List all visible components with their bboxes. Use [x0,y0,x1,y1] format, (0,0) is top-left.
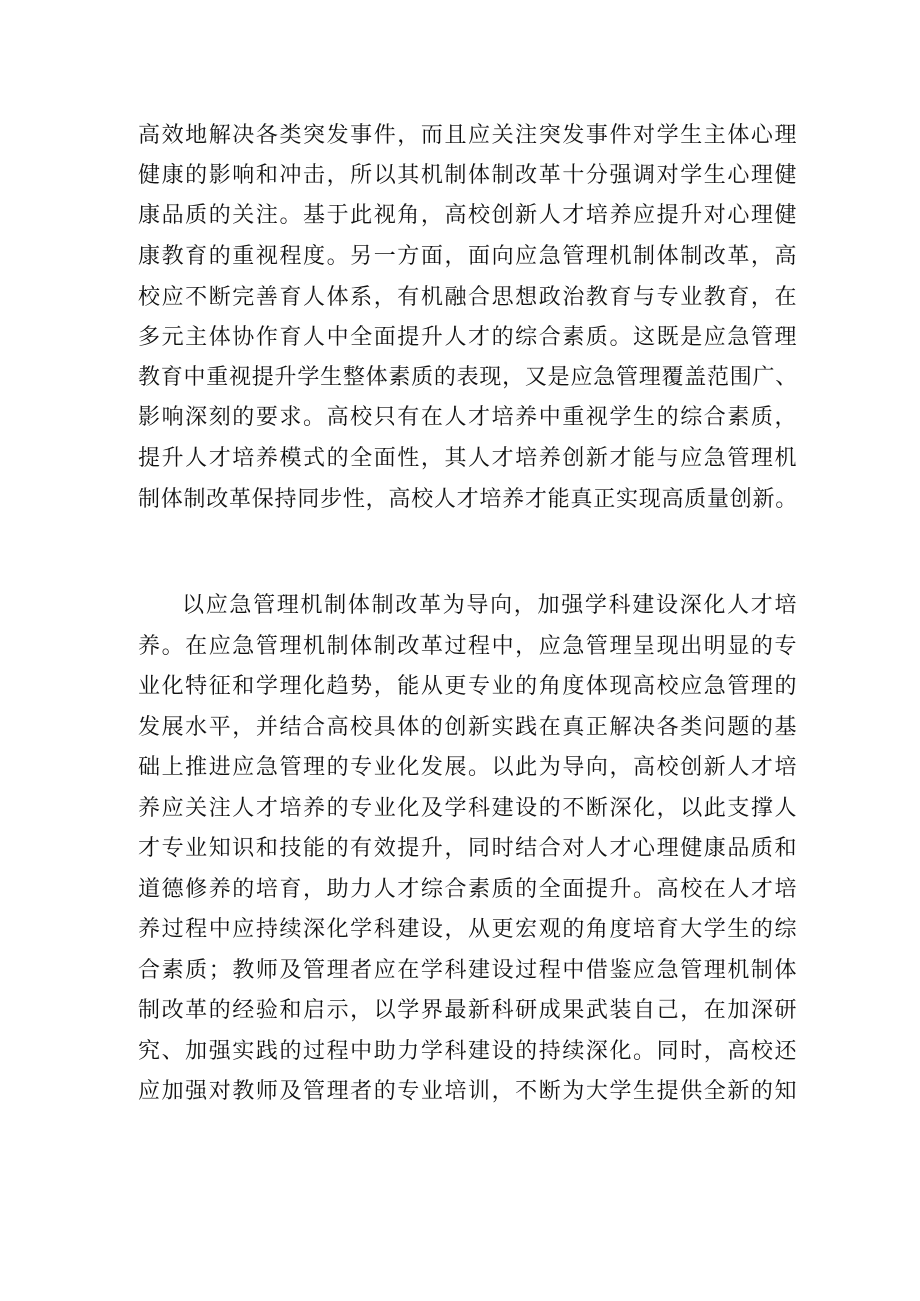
paragraph-2-line-7: 才专业知识和技能的有效提升，同时结合对人才心理健康品质和 [138,836,798,861]
paragraph-2-line-9: 养过程中应持续深化学科建设，从更宏观的角度培育大学生的综 [138,917,798,942]
paragraph-2-line-8: 道德修养的培育，助力人才综合素质的全面提升。高校在人才培 [138,877,798,902]
paragraph-1-line-10: 制体制改革保持同步性，高校人才培养才能真正实现高质量创新。 [138,487,798,512]
paragraph-1-line-2: 健康的影响和冲击，所以其机制体制改革十分强调对学生心理健 [138,163,798,188]
paragraph-2-line-3: 业化特征和学理化趋势，能从更专业的角度体现高校应急管理的 [138,674,798,699]
paragraph-2-line-12: 究、加强实践的过程中助力学科建设的持续深化。同时，高校还 [138,1039,798,1064]
paragraph-1-line-3: 康品质的关注。基于此视角，高校创新人才培养应提升对心理健 [138,203,798,228]
paragraph-2-line-6: 养应关注人才培养的专业化及学科建设的不断深化，以此支撑人 [138,796,798,821]
paragraph-1-line-6: 多元主体协作育人中全面提升人才的综合素质。这既是应急管理 [138,325,798,350]
paragraph-1-line-4: 康教育的重视程度。另一方面，面向应急管理机制体制改革，高 [138,244,798,269]
paragraph-1-line-7: 教育中重视提升学生整体素质的表现，又是应急管理覆盖范围广、 [138,365,798,390]
paragraph-2-line-1: 以应急管理机制体制改革为导向，加强学科建设深化人才培 [182,593,799,618]
paragraph-2-line-5: 础上推进应急管理的专业化发展。以此为导向，高校创新人才培 [138,755,798,780]
paragraph-2-line-4: 发展水平，并结合高校具体的创新实践在真正解决各类问题的基 [138,715,798,740]
paragraph-2-line-10: 合素质；教师及管理者应在学科建设过程中借鉴应急管理机制体 [138,958,798,983]
paragraph-2-line-11: 制改革的经验和启示，以学界最新科研成果武装自己，在加深研 [138,998,798,1023]
paragraph-2-line-13: 应加强对教师及管理者的专业培训，不断为大学生提供全新的知 [138,1079,798,1104]
paragraph-2-line-2: 养。在应急管理机制体制改革过程中，应急管理呈现出明显的专 [138,634,798,659]
paragraph-1-line-1: 高效地解决各类突发事件，而且应关注突发事件对学生主体心理 [138,123,798,148]
paragraph-1-line-5: 校应不断完善育人体系，有机融合思想政治教育与专业教育，在 [138,285,798,310]
paragraph-1-line-8: 影响深刻的要求。高校只有在人才培养中重视学生的综合素质， [138,405,798,430]
paragraph-1-line-9: 提升人才培养模式的全面性，其人才培养创新才能与应急管理机 [138,446,798,471]
